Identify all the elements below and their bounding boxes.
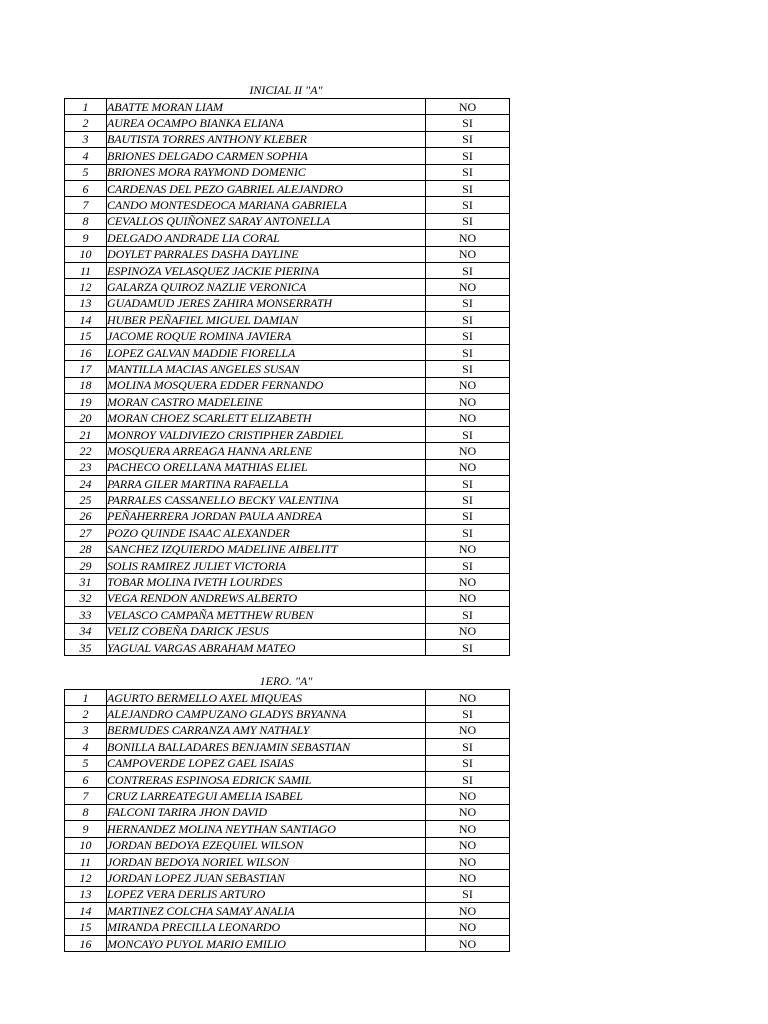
row-number: 22 xyxy=(65,443,107,459)
student-name: CANDO MONTESDEOCA MARIANA GABRIELA xyxy=(107,197,426,213)
row-number: 5 xyxy=(65,164,107,180)
answer-cell: NO xyxy=(426,853,510,869)
table-row xyxy=(65,870,510,886)
table-row xyxy=(65,903,510,919)
table-row xyxy=(65,771,510,787)
row-number: 32 xyxy=(65,590,107,606)
student-name: MARTINEZ COLCHA SAMAY ANALIA xyxy=(107,903,426,919)
student-name: MOSQUERA ARREAGA HANNA ARLENE xyxy=(107,443,426,459)
table-row xyxy=(65,262,510,278)
answer-cell: SI xyxy=(426,706,510,722)
row-number: 12 xyxy=(65,279,107,295)
row-number: 15 xyxy=(65,328,107,344)
table-row xyxy=(65,706,510,722)
answer-cell: SI xyxy=(426,739,510,755)
student-name: VELASCO CAMPAÑA METTHEW RUBEN xyxy=(107,607,426,623)
row-number: 9 xyxy=(65,230,107,246)
table-row xyxy=(65,837,510,853)
row-number: 10 xyxy=(65,837,107,853)
student-name: CARDENAS DEL PEZO GABRIEL ALEJANDRO xyxy=(107,180,426,196)
student-name: VELIZ COBEÑA DARICK JESUS xyxy=(107,623,426,639)
roster-body xyxy=(65,99,510,656)
student-name: BRIONES DELGADO CARMEN SOPHIA xyxy=(107,148,426,164)
row-number: 16 xyxy=(65,344,107,360)
table-row xyxy=(65,557,510,573)
student-name: JORDAN BEDOYA NORIEL WILSON xyxy=(107,853,426,869)
roster-table-inicial xyxy=(64,98,510,656)
student-name: MORAN CHOEZ SCARLETT ELIZABETH xyxy=(107,410,426,426)
table-row xyxy=(65,459,510,475)
row-number: 11 xyxy=(65,262,107,278)
answer-cell: NO xyxy=(426,722,510,738)
student-name: LOPEZ GALVAN MADDIE FIORELLA xyxy=(107,344,426,360)
student-name: BRIONES MORA RAYMOND DOMENIC xyxy=(107,164,426,180)
answer-cell: NO xyxy=(426,410,510,426)
student-name: HUBER PEÑAFIEL MIGUEL DAMIAN xyxy=(107,312,426,328)
table-row xyxy=(65,475,510,491)
answer-cell: SI xyxy=(426,131,510,147)
row-number: 20 xyxy=(65,410,107,426)
table-row xyxy=(65,164,510,180)
student-name: SANCHEZ IZQUIERDO MADELINE AIBELITT xyxy=(107,541,426,557)
student-name: AGURTO BERMELLO AXEL MIQUEAS xyxy=(107,690,426,706)
answer-cell: SI xyxy=(426,639,510,655)
row-number: 34 xyxy=(65,623,107,639)
student-name: CEVALLOS QUIÑONEZ SARAY ANTONELLA xyxy=(107,213,426,229)
student-name: ABATTE MORAN LIAM xyxy=(107,99,426,115)
roster-table-primero xyxy=(64,689,510,952)
student-name: DOYLET PARRALES DASHA DAYLINE xyxy=(107,246,426,262)
table-row xyxy=(65,574,510,590)
student-name: PARRALES CASSANELLO BECKY VALENTINA xyxy=(107,492,426,508)
answer-cell: NO xyxy=(426,623,510,639)
answer-cell: NO xyxy=(426,574,510,590)
answer-cell: SI xyxy=(426,361,510,377)
student-name: JORDAN LOPEZ JUAN SEBASTIAN xyxy=(107,870,426,886)
table-row xyxy=(65,295,510,311)
answer-cell: SI xyxy=(426,771,510,787)
row-number: 21 xyxy=(65,426,107,442)
answer-cell: SI xyxy=(426,295,510,311)
table-row xyxy=(65,492,510,508)
answer-cell: NO xyxy=(426,459,510,475)
row-number: 2 xyxy=(65,706,107,722)
student-name: SOLIS RAMIREZ JULIET VICTORIA xyxy=(107,557,426,573)
table-row xyxy=(65,821,510,837)
row-number: 1 xyxy=(65,99,107,115)
answer-cell: NO xyxy=(426,788,510,804)
answer-cell: SI xyxy=(426,755,510,771)
answer-cell: NO xyxy=(426,935,510,951)
answer-cell: SI xyxy=(426,475,510,491)
student-name: LOPEZ VERA DERLIS ARTURO xyxy=(107,886,426,902)
student-name: BAUTISTA TORRES ANTHONY KLEBER xyxy=(107,131,426,147)
row-number: 17 xyxy=(65,361,107,377)
student-name: POZO QUINDE ISAAC ALEXANDER xyxy=(107,525,426,541)
table-row xyxy=(65,755,510,771)
answer-cell: NO xyxy=(426,870,510,886)
table-row xyxy=(65,361,510,377)
section-title-inicial: INICIAL II "A" xyxy=(249,83,323,97)
student-name: CONTRERAS ESPINOSA EDRICK SAMIL xyxy=(107,771,426,787)
table-row xyxy=(65,230,510,246)
row-number: 27 xyxy=(65,525,107,541)
table-row xyxy=(65,853,510,869)
student-name: FALCONI TARIRA JHON DAVID xyxy=(107,804,426,820)
answer-cell: SI xyxy=(426,328,510,344)
student-name: MIRANDA PRECILLA LEONARDO xyxy=(107,919,426,935)
student-name: TOBAR MOLINA IVETH LOURDES xyxy=(107,574,426,590)
table-row xyxy=(65,377,510,393)
row-number: 8 xyxy=(65,213,107,229)
table-row xyxy=(65,115,510,131)
row-number: 24 xyxy=(65,475,107,491)
table-row xyxy=(65,739,510,755)
answer-cell: SI xyxy=(426,262,510,278)
table-row xyxy=(65,443,510,459)
row-number: 11 xyxy=(65,853,107,869)
student-name: BERMUDES CARRANZA AMY NATHALY xyxy=(107,722,426,738)
answer-cell: NO xyxy=(426,837,510,853)
table-row xyxy=(65,312,510,328)
row-number: 16 xyxy=(65,935,107,951)
row-number: 31 xyxy=(65,574,107,590)
answer-cell: SI xyxy=(426,148,510,164)
student-name: MANTILLA MACIAS ANGELES SUSAN xyxy=(107,361,426,377)
answer-cell: NO xyxy=(426,377,510,393)
row-number: 4 xyxy=(65,739,107,755)
row-number: 14 xyxy=(65,903,107,919)
row-number: 18 xyxy=(65,377,107,393)
answer-cell: NO xyxy=(426,821,510,837)
row-number: 15 xyxy=(65,919,107,935)
table-row xyxy=(65,607,510,623)
row-number: 6 xyxy=(65,180,107,196)
table-row xyxy=(65,886,510,902)
student-name: GUADAMUD JERES ZAHIRA MONSERRATH xyxy=(107,295,426,311)
student-name: CAMPOVERDE LOPEZ GAEL ISAIAS xyxy=(107,755,426,771)
answer-cell: NO xyxy=(426,279,510,295)
row-number: 28 xyxy=(65,541,107,557)
row-number: 1 xyxy=(65,690,107,706)
table-row xyxy=(65,279,510,295)
student-name: MORAN CASTRO MADELEINE xyxy=(107,394,426,410)
row-number: 26 xyxy=(65,508,107,524)
student-name: JORDAN BEDOYA EZEQUIEL WILSON xyxy=(107,837,426,853)
student-name: PARRA GILER MARTINA RAFAELLA xyxy=(107,475,426,491)
student-name: MONROY VALDIVIEZO CRISTIPHER ZABDIEL xyxy=(107,426,426,442)
table-row xyxy=(65,148,510,164)
student-name: MONCAYO PUYOL MARIO EMILIO xyxy=(107,935,426,951)
answer-cell: SI xyxy=(426,115,510,131)
answer-cell: NO xyxy=(426,903,510,919)
student-name: CRUZ LARREATEGUI AMELIA ISABEL xyxy=(107,788,426,804)
table-row xyxy=(65,919,510,935)
student-name: JACOME ROQUE ROMINA JAVIERA xyxy=(107,328,426,344)
row-number: 5 xyxy=(65,755,107,771)
row-number: 8 xyxy=(65,804,107,820)
student-name: HERNANDEZ MOLINA NEYTHAN SANTIAGO xyxy=(107,821,426,837)
table-row xyxy=(65,213,510,229)
answer-cell: SI xyxy=(426,508,510,524)
answer-cell: SI xyxy=(426,426,510,442)
answer-cell: NO xyxy=(426,443,510,459)
student-name: AUREA OCAMPO BIANKA ELIANA xyxy=(107,115,426,131)
table-row xyxy=(65,788,510,804)
student-name: ESPINOZA VELASQUEZ JACKIE PIERINA xyxy=(107,262,426,278)
student-name: MOLINA MOSQUERA EDDER FERNANDO xyxy=(107,377,426,393)
table-row xyxy=(65,344,510,360)
row-number: 3 xyxy=(65,722,107,738)
table-row xyxy=(65,722,510,738)
table-row xyxy=(65,410,510,426)
row-number: 29 xyxy=(65,557,107,573)
answer-cell: SI xyxy=(426,886,510,902)
answer-cell: NO xyxy=(426,394,510,410)
answer-cell: NO xyxy=(426,230,510,246)
student-name: YAGUAL VARGAS ABRAHAM MATEO xyxy=(107,639,426,655)
table-row xyxy=(65,426,510,442)
row-number: 13 xyxy=(65,295,107,311)
table-row xyxy=(65,623,510,639)
answer-cell: SI xyxy=(426,525,510,541)
student-name: ALEJANDRO CAMPUZANO GLADYS BRYANNA xyxy=(107,706,426,722)
answer-cell: SI xyxy=(426,180,510,196)
row-number: 12 xyxy=(65,870,107,886)
student-name: GALARZA QUIROZ NAZLIE VERONICA xyxy=(107,279,426,295)
answer-cell: NO xyxy=(426,541,510,557)
row-number: 6 xyxy=(65,771,107,787)
row-number: 2 xyxy=(65,115,107,131)
answer-cell: SI xyxy=(426,164,510,180)
answer-cell: NO xyxy=(426,99,510,115)
row-number: 10 xyxy=(65,246,107,262)
table-row xyxy=(65,541,510,557)
answer-cell: NO xyxy=(426,690,510,706)
answer-cell: SI xyxy=(426,344,510,360)
table-row xyxy=(65,328,510,344)
table-row xyxy=(65,508,510,524)
row-number: 7 xyxy=(65,197,107,213)
table-row xyxy=(65,394,510,410)
table-row xyxy=(65,639,510,655)
row-number: 13 xyxy=(65,886,107,902)
roster-body xyxy=(65,690,510,952)
row-number: 9 xyxy=(65,821,107,837)
student-name: BONILLA BALLADARES BENJAMIN SEBASTIAN xyxy=(107,739,426,755)
row-number: 25 xyxy=(65,492,107,508)
table-row xyxy=(65,935,510,951)
answer-cell: NO xyxy=(426,919,510,935)
answer-cell: SI xyxy=(426,197,510,213)
answer-cell: NO xyxy=(426,246,510,262)
table-row xyxy=(65,131,510,147)
student-name: PACHECO ORELLANA MATHIAS ELIEL xyxy=(107,459,426,475)
table-row xyxy=(65,99,510,115)
row-number: 3 xyxy=(65,131,107,147)
row-number: 33 xyxy=(65,607,107,623)
row-number: 4 xyxy=(65,148,107,164)
table-row xyxy=(65,804,510,820)
answer-cell: SI xyxy=(426,213,510,229)
answer-cell: NO xyxy=(426,590,510,606)
answer-cell: SI xyxy=(426,607,510,623)
table-row xyxy=(65,180,510,196)
student-name: PEÑAHERRERA JORDAN PAULA ANDREA xyxy=(107,508,426,524)
row-number: 19 xyxy=(65,394,107,410)
row-number: 7 xyxy=(65,788,107,804)
answer-cell: SI xyxy=(426,557,510,573)
answer-cell: SI xyxy=(426,492,510,508)
table-row xyxy=(65,525,510,541)
answer-cell: NO xyxy=(426,804,510,820)
table-row xyxy=(65,690,510,706)
row-number: 14 xyxy=(65,312,107,328)
section-title-primero: 1ERO. "A" xyxy=(259,674,313,688)
row-number: 23 xyxy=(65,459,107,475)
table-row xyxy=(65,590,510,606)
student-name: VEGA RENDON ANDREWS ALBERTO xyxy=(107,590,426,606)
row-number: 35 xyxy=(65,639,107,655)
answer-cell: SI xyxy=(426,312,510,328)
table-row xyxy=(65,246,510,262)
student-name: DELGADO ANDRADE LIA CORAL xyxy=(107,230,426,246)
table-row xyxy=(65,197,510,213)
